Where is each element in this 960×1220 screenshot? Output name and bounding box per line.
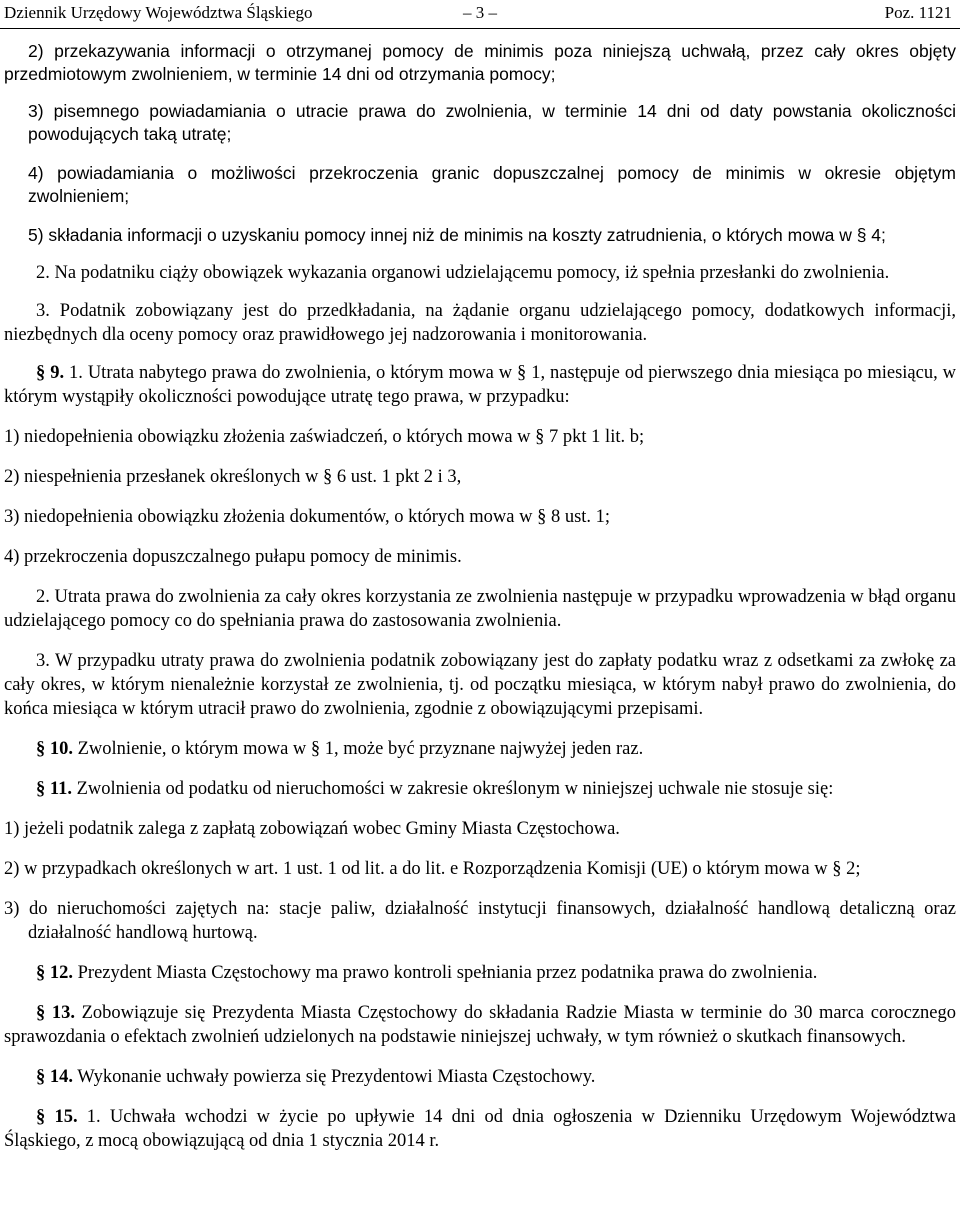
list-item: 1) jeżeli podatnik zalega z zapłatą zobowiązań wobec Gminy Miasta Częstochowa. <box>4 819 620 839</box>
list-item: 3) niedopełnienia obowiązku złożenia dokumentów, o których mowa w § 8 ust. 1; <box>4 507 611 527</box>
list-item: 3) pisemnego powiadamiania o utracie prawa do zwolnienia, w terminie 14 dni od daty powstania okoliczności powodujących taką utratę; <box>28 101 956 144</box>
section-number: § 15. <box>36 1107 78 1127</box>
paragraph-9-3: 3. W przypadku utraty prawa do zwolnienia podatnik zobowiązany jest do zapłaty podatku wraz z odsetkami za zwłokę za cały okres, w którym nienależnie korzystał ze zwolnienia, tj. od początku miesiąca, w którym nabył prawo do zwolnienia, do końca miesiąca w którym utracił prawo do zwolnienia, zgodnie z obowiązującymi przepisami. <box>4 651 956 719</box>
list-item: 2) niespełnienia przesłanek określonych w § 6 ust. 1 pkt 2 i 3, <box>4 467 462 487</box>
section-number: § 12. <box>36 963 73 983</box>
paragraph-12 <box>4 961 956 985</box>
section-number: § 10. <box>36 739 73 759</box>
paragraph-8-2: 2. Na podatniku ciąży obowiązek wykazania organowi udzielającemu pomocy, iż spełnia przesłanki do zwolnienia. <box>36 263 890 283</box>
journal-title: Dziennik Urzędowy Województwa Śląskiego <box>4 3 313 22</box>
paragraph-9-1 <box>4 361 956 409</box>
running-header <box>0 0 960 29</box>
paragraph-15 <box>4 1105 956 1153</box>
position-number: Poz. 1121 <box>884 3 952 22</box>
paragraph-8-3: 3. Podatnik zobowiązany jest do przedkładania, na żądanie organu udzielającego pomocy, dodatkowych informacji, niezbędnych dla oceny pomocy oraz prawidłowego jej nadzorowania i monitorowania. <box>4 301 956 345</box>
list-item: 2) przekazywania informacji o otrzymanej pomocy de minimis poza niniejszą uchwałą, przez cały okres objęty przedmiotowym zwolnieniem, w terminie 14 dni od otrzymania pomocy; <box>4 41 956 84</box>
document-body <box>4 40 956 1153</box>
list-item: 5) składania informacji o uzyskaniu pomocy innej niż de minimis na koszty zatrudnienia, o których mowa w § 4; <box>28 225 886 245</box>
section-number: § 11. <box>36 779 72 799</box>
paragraph-11 <box>4 777 956 801</box>
paragraph-9-2: 2. Utrata prawa do zwolnienia za cały okres korzystania ze zwolnienia następuje w przypadku wprowadzenia w błąd organu udzielającego pomocy co do spełniania prawa do zastosowania zwolnienia. <box>4 587 956 631</box>
paragraph-14 <box>4 1065 956 1089</box>
list-item: 3) do nieruchomości zajętych na: stacje paliw, działalność instytucji finansowych, działalność handlową detaliczną oraz działalność handlową hurtową. <box>4 899 956 943</box>
paragraph-text: Zwolnienia od podatku od nieruchomości w zakresie określonym w niniejszej uchwale nie stosuje się: <box>71 779 834 799</box>
list-item: 4) powiadamiania o możliwości przekroczenia granic dopuszczalnej pomocy de minimis w okresie objętym zwolnieniem; <box>28 163 956 206</box>
paragraph-13 <box>4 1001 956 1049</box>
section-number: § 9. <box>36 363 65 383</box>
paragraph-text: 1. Utrata nabytego prawa do zwolnienia, o którym mowa w § 1, następuje od pierwszego dnia miesiąca po miesiącu, w którym wystąpiły okoliczności powodujące utratę tego prawa, w przypadku: <box>4 363 956 407</box>
paragraph-text: Zwolnienie, o którym mowa w § 1, może być przyznane najwyżej jeden raz. <box>73 739 644 759</box>
section-number: § 14. <box>36 1067 73 1087</box>
paragraph-text: Zobowiązuje się Prezydenta Miasta Częstochowy do składania Radzie Miasta w terminie do 30 marca corocznego sprawozdania o efektach zwolnień udzielonych na podstawie niniejszej uchwały, w tym również o skutkach finansowych. <box>4 1003 957 1047</box>
list-item: 4) przekroczenia dopuszczalnego pułapu pomocy de minimis. <box>4 547 462 567</box>
list-item: 2) w przypadkach określonych w art. 1 ust. 1 od lit. a do lit. e Rozporządzenia Komisji (UE) o którym mowa w § 2; <box>4 859 861 879</box>
section-number: § 13. <box>36 1003 75 1023</box>
paragraph-text: Wykonanie uchwały powierza się Prezydentowi Miasta Częstochowy. <box>73 1067 596 1087</box>
page-number: – 3 – <box>463 3 497 22</box>
paragraph-10 <box>4 737 956 761</box>
list-item: 1) niedopełnienia obowiązku złożenia zaświadczeń, o których mowa w § 7 pkt 1 lit. b; <box>4 427 645 447</box>
paragraph-text: Prezydent Miasta Częstochowy ma prawo kontroli spełniania przez podatnika prawa do zwolnienia. <box>73 963 818 983</box>
paragraph-text: 1. Uchwała wchodzi w życie po upływie 14 dni od dnia ogłoszenia w Dzienniku Urzędowym Województwa Śląskiego, z mocą obowiązującą od dnia 1 stycznia 2014 r. <box>4 1107 956 1151</box>
